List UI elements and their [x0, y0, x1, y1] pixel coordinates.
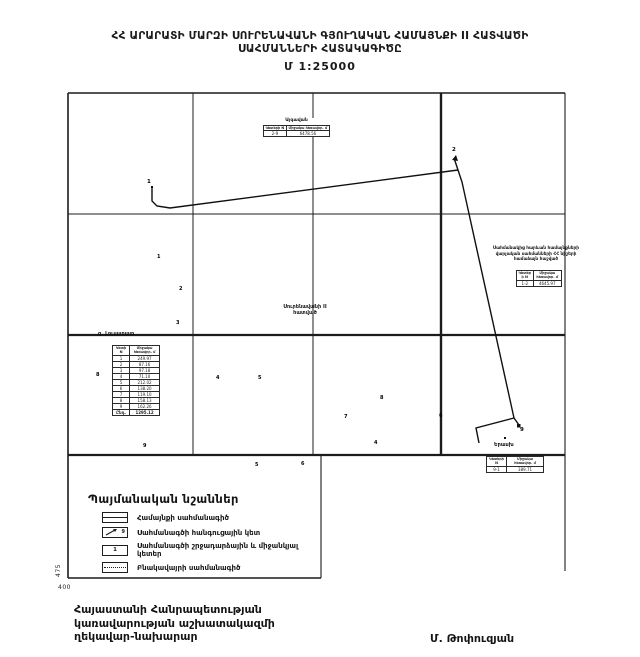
map-title-line1: ՀՀ ԱՐԱՐԱՏԻ ՄԱՐԶԻ ՍՈՒՐԵՆԱՎԱՆԻ ԳՅՈՒՂԱԿԱՆ ՀԱՄԱՅՆՔԻ II ՀԱՏՎԱԾԻ — [111, 30, 529, 42]
distances-table — [516, 270, 562, 287]
table-header-cell: Կետերի N — [518, 271, 531, 280]
table-header-cell: Միջակա հեռավոր. մ — [130, 346, 160, 356]
boundary-point-number: 5 — [255, 462, 259, 468]
table-cell: 97.18 — [130, 367, 160, 373]
boundary-point-number: 6 — [301, 461, 305, 467]
settlement-boundary-line-icon — [102, 562, 128, 573]
legend-item-label: Համայնքի սահմանագիծ — [137, 513, 229, 522]
legend-title: Պայմանական նշաններ — [88, 492, 239, 506]
turning-symbol-number: 1 — [113, 547, 117, 553]
signature-name: Մ. Թոփուզյան — [430, 632, 515, 645]
map-scale: Մ 1:25000 — [284, 60, 356, 73]
boundary-point-number: 8 — [96, 372, 100, 378]
table-header-cell: Միջակա հեռավոր. մ — [533, 271, 562, 281]
boundary-point-number: 4 — [374, 440, 378, 446]
table-header-cell: Կետի N — [113, 346, 130, 356]
distances-table — [112, 345, 160, 416]
distances-table — [486, 456, 544, 473]
legend — [88, 492, 324, 577]
junction-point-number: 9 — [520, 427, 524, 433]
table-row — [487, 466, 544, 472]
table-cell: 119.10 — [130, 391, 160, 397]
table-cell: 8 — [113, 397, 130, 403]
table-row — [517, 280, 562, 286]
map-title-line2: ՍԱՀՄԱՆՆԵՐԻ ՀԱՏԱԿԱԳԻԾԸ — [237, 43, 403, 55]
table-cell: 7 — [113, 391, 130, 397]
legend-item-label: Սահմանագծի շրջադարձային և միջանկյալ կետեր — [137, 542, 299, 558]
table-cell: 3 — [113, 367, 130, 373]
boundary-point-number: 2 — [179, 286, 183, 292]
east-note-line1: Սահմանակից հարևան համայնքների — [492, 246, 580, 251]
table-row — [264, 131, 330, 137]
east-note-block — [483, 246, 589, 263]
boundary-junction-point-icon — [102, 527, 128, 538]
junction-point-number: 2 — [452, 147, 456, 153]
legend-item-label: Սահմանագծի հանգուցային կետ — [137, 528, 261, 537]
boundary-line — [152, 158, 519, 443]
table-header-cell: Կետերի N — [487, 457, 507, 467]
table-cell: 87.16 — [130, 361, 160, 367]
table-cell: 1-2 — [517, 280, 534, 286]
footer-line2: կառավարության աշխատակազմի — [74, 616, 275, 630]
boundary-point-number: 5 — [258, 375, 262, 381]
boundary-point-number: 6 — [439, 413, 443, 419]
table-cell: 162.26 — [130, 403, 160, 409]
table-cell: 9-1 — [487, 466, 507, 472]
table-title: Այգավան — [285, 118, 308, 123]
table-cell: 158.13 — [130, 397, 160, 403]
junction-symbol-number: 9 — [121, 529, 125, 535]
legend-item-settlement-boundary — [102, 562, 324, 573]
boundary-turning-point-icon — [102, 545, 128, 556]
boundary-point-number: 7 — [344, 414, 348, 420]
table-row — [113, 346, 160, 356]
table-cell: 9 — [113, 403, 130, 409]
west-distances-table — [112, 345, 160, 416]
distances-table — [263, 125, 330, 137]
north-neighbor-table — [263, 118, 330, 137]
table-cell: 1295.12 — [130, 409, 160, 415]
grid-coordinate-bottom: 400 — [58, 584, 71, 591]
boundary-point-number: 4 — [216, 375, 220, 381]
parcel-center-label — [255, 304, 355, 316]
south-village-label: Երասխ — [494, 442, 514, 448]
table-cell: 212.02 — [130, 379, 160, 385]
community-boundary-line-icon — [102, 512, 128, 523]
table-cell: 71.10 — [130, 373, 160, 379]
boundary-point-number: 3 — [176, 320, 180, 326]
parcel-name-line1: Սուրենավանի II — [283, 304, 327, 310]
footer-authority-block — [74, 603, 275, 644]
table-cell: 6 — [113, 385, 130, 391]
table-cell: 2 — [113, 361, 130, 367]
legend-item-junction-point — [102, 527, 324, 538]
boundary-point-number: 9 — [143, 443, 147, 449]
legend-item-label: Բնակավայրի սահմանագիծ — [137, 563, 241, 572]
footer-line1: Հայաստանի Հանրապետության — [74, 603, 262, 616]
boundary-point-number: 8 — [380, 395, 384, 401]
table-row — [517, 271, 562, 281]
table-cell: 6478.56 — [286, 131, 329, 137]
table-row — [113, 409, 160, 415]
east-note-line2: վարչական սահմանների ՀՀ նիշերի — [495, 251, 577, 257]
legend-item-turning-point — [102, 542, 324, 558]
table-header-cell: Միջակա հեռավոր. մ — [507, 457, 544, 467]
footer-line3: ղեկավար-նախարար — [74, 630, 198, 643]
table-cell: 5 — [113, 379, 130, 385]
east-neighbor-table — [516, 270, 562, 287]
table-cell: 389.71 — [507, 466, 544, 472]
table-cell: 1 — [113, 355, 130, 361]
table-cell: Ընդ. — [113, 409, 130, 415]
junction-point-number: 1 — [147, 179, 151, 185]
table-cell: 249.97 — [130, 355, 160, 361]
table-cell: 2-9 — [264, 131, 287, 137]
table-row — [487, 457, 544, 467]
table-header-cell: Կետերի N — [265, 126, 285, 130]
west-village-label: գ. Լուսառատ — [98, 331, 135, 337]
table-cell: 4645.97 — [533, 280, 562, 286]
boundary-point-number: 1 — [157, 254, 161, 260]
table-cell: 4 — [113, 373, 130, 379]
parcel-name-line2: հատված — [293, 310, 317, 316]
east-note-line3: համաձայն հաշված — [513, 257, 559, 263]
legend-item-community-boundary — [102, 512, 324, 523]
table-row — [264, 126, 330, 131]
table-header-cell: Միջակա հեռավոր. մ — [286, 126, 329, 131]
south-neighbor-table — [486, 456, 544, 473]
table-cell: 138.20 — [130, 385, 160, 391]
grid-coordinate-left: 475 — [55, 564, 62, 577]
